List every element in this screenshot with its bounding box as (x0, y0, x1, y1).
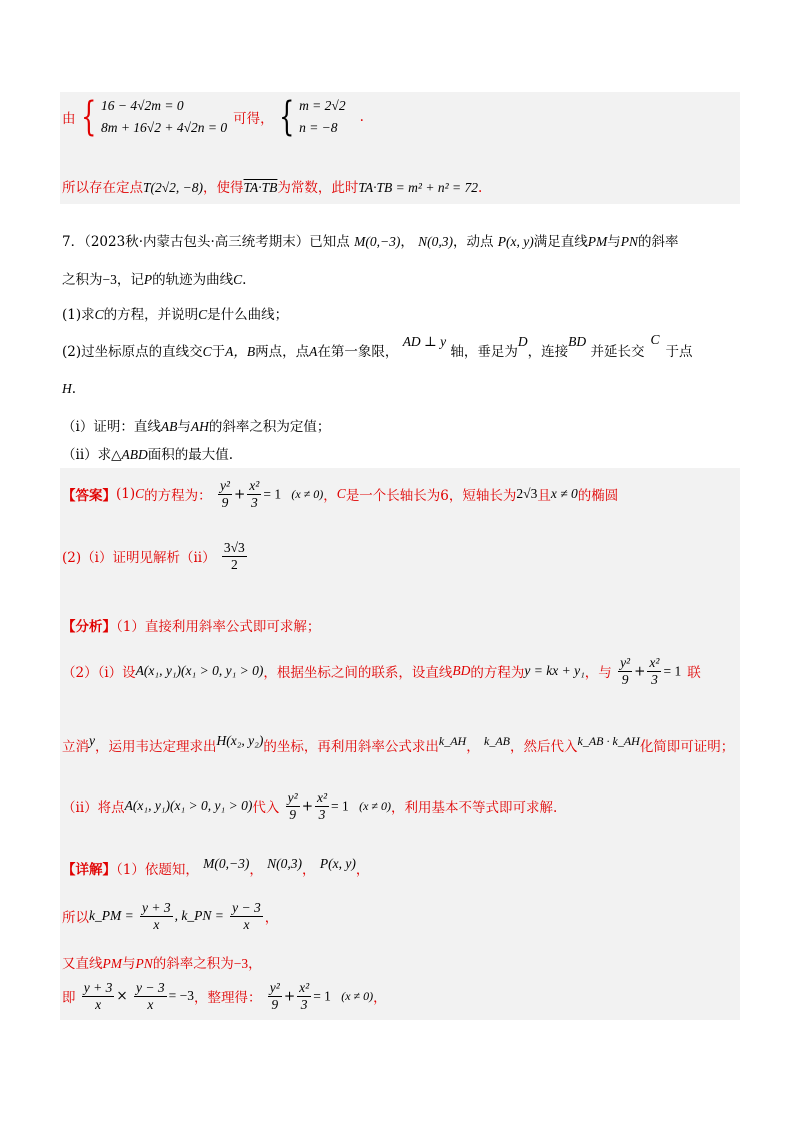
detail-frac-4-den: x (147, 996, 154, 1012)
analysis-p2-b: ，根据坐标之间的联系，设直线 (263, 665, 453, 682)
b-ellipse-3: 3 (318, 806, 326, 822)
answer-1-label: (1) (116, 486, 136, 503)
q2i-text-b: 与 (177, 419, 191, 435)
q2-perpendicular: AD ⊥ y (402, 334, 447, 349)
q2-text-g: 并延长交 (590, 344, 645, 360)
answer-line-1 (62, 478, 618, 510)
analysis-p2-d: ，与 (584, 665, 612, 682)
analysis-line-1 (62, 615, 320, 635)
detail-frac-3 (82, 980, 115, 1012)
analysis-p3-d: ，然后代入 (510, 739, 578, 755)
detail-point-N: N(0,3) (267, 856, 303, 871)
problem-line-1: 7．（2023秋·内蒙古包头·高三统考期末）已知点 M(0,−3)， N(0,3)，动点 P(x, y)满足直线PM与PN的斜率 (62, 234, 679, 250)
ellipse-9: 9 (221, 494, 229, 510)
analysis-p3-a: 立消 (62, 739, 89, 755)
q2-segment-BD: BD (568, 334, 587, 349)
analysis-p2-e: 联 (687, 665, 701, 682)
ellipse-3: 3 (250, 494, 258, 510)
detail-tag: 【详解】 (62, 862, 116, 878)
system-eq-1: 16 − 4√2m = 0 (100, 98, 184, 113)
c-ellipse-3: 3 (300, 996, 308, 1012)
a-ellipse-x2: x² (649, 655, 660, 670)
detail-frac-2-den: x (243, 916, 250, 932)
system-line (62, 95, 364, 139)
q2i-text-a: （i）证明：直线 (62, 419, 161, 435)
c-ellipse-9: 9 (271, 996, 279, 1012)
detail-condition: (x ≠ 0) (341, 988, 374, 1003)
problem-line-2: 之积为−3，记P的轨迹为曲线C. (62, 272, 247, 288)
line-PM: PM (587, 234, 608, 249)
q1-text-a: (1)求 (62, 307, 95, 323)
fixed-point-T: T(2√2, −8) (143, 180, 204, 195)
detail-frac-4-num: y − 3 (136, 980, 165, 995)
condition-text: 满足直线 (533, 234, 588, 250)
q2ii-triangle: △ABD (111, 447, 148, 462)
a-ellipse-3: 3 (651, 671, 658, 687)
max-area-denominator: 2 (230, 556, 238, 572)
detail-point-M: M(0,−3) (203, 856, 250, 871)
minor-axis-value: 2√3 (516, 486, 538, 502)
detail-d3-a: 又直线 (62, 956, 103, 972)
q1-text-c: 是什么曲线； (207, 307, 289, 323)
answer-text-f: 的椭圆 (577, 488, 619, 505)
detail-frac-3-den: x (95, 996, 102, 1012)
b-ellipse-eq1: = 1 (331, 798, 349, 814)
q2-points-AB: A，B (225, 344, 256, 359)
analysis-p4-point-A: A(x₁, y₁)(x₁ > 0, y₁ > 0) (124, 798, 253, 814)
q1-curve-C: C (94, 307, 104, 322)
detail-comma-1: ， (249, 862, 263, 878)
detail-ellipse-equation (266, 980, 374, 1012)
question-2-H: H. (62, 381, 77, 397)
ellipse-plus: + (233, 486, 246, 503)
answer-curve-C-2: C (336, 486, 346, 502)
slope-text: 的斜率 (638, 234, 679, 250)
conclusion-text-a: 所以存在定点 (62, 180, 143, 196)
system-dot: . (359, 109, 364, 125)
analysis-p2-c: 的方程为 (470, 665, 525, 682)
detail-d3-d: ， (248, 956, 262, 972)
analysis-line-2 (62, 655, 701, 687)
q2-text-d: 在第一象限， (317, 344, 399, 360)
detail-line-4 (62, 980, 387, 1012)
answer-condition: (x ≠ 0) (291, 486, 324, 501)
point-P: P(x, y) (497, 234, 534, 249)
q2-curve-C: C (202, 344, 212, 359)
conclusion-text-c: 为常数，此时 (277, 180, 359, 196)
b-ellipse-9: 9 (289, 806, 297, 822)
detail-d4-a: 即 (62, 990, 76, 1007)
product-value: −3 (102, 272, 117, 287)
detail-frac-3-num: y + 3 (83, 980, 113, 995)
analysis-p4-c: ，利用基本不等式即可求解. (391, 800, 558, 817)
record-text: ，记 (116, 272, 144, 288)
analysis-p3-b: ，运用韦达定理求出 (95, 739, 217, 755)
analysis-BD: BD (452, 663, 471, 679)
answer-max-area (222, 540, 247, 572)
detail-times: × (116, 988, 128, 1005)
solution-equations (299, 95, 346, 139)
q2-text-c: 两点，点 (255, 344, 310, 360)
answer-condition-2: x ≠ 0 (550, 486, 578, 502)
and-text: 与 (607, 234, 621, 250)
analysis-kAB: k_AB (484, 734, 510, 748)
detail-frac-1-den: x (153, 916, 160, 932)
conclusion-text-b: ，使得 (203, 180, 244, 196)
analysis-line-4 (62, 790, 557, 822)
detail-PM: PM (102, 956, 122, 971)
analysis-p2-a: （2）（i）设 (62, 665, 136, 682)
detail-d4-b: ，整理得： (193, 990, 262, 1007)
q1-text-b: 的方程，并说明 (103, 307, 199, 323)
analysis-point-H: H(x₂, y₂) (216, 733, 264, 748)
analysis-p4-condition: (x ≠ 0) (359, 798, 391, 813)
answer-ellipse-equation (216, 478, 324, 510)
q1-curve-C-2: C (198, 307, 208, 322)
answer-2-text: (2)（i）证明见解析（ii） (62, 550, 216, 567)
c-ellipse-eq1: = 1 (313, 988, 331, 1004)
detail-kPM: k_PM = (89, 908, 134, 924)
answer-text-e: 且 (537, 488, 551, 505)
analysis-point-A: A(x₁, y₁)(x₁ > 0, y₁ > 0) (135, 663, 264, 679)
ellipse-x2: x² (249, 478, 260, 493)
analysis-kAH: k_AH (438, 734, 467, 748)
detail-d1-a: （1）依题知， (116, 862, 199, 878)
question-2 (62, 332, 693, 360)
q2ii-text-a: （ii）求 (62, 447, 112, 463)
a-ellipse-plus: + (634, 663, 646, 680)
detail-comma-4: ， (264, 910, 279, 927)
q2i-line-AH: AH (190, 419, 209, 434)
detail-comma-2: ， (302, 862, 316, 878)
analysis-p3-c: 的坐标，再利用斜率公式求出 (263, 739, 439, 755)
question-2-ii (62, 443, 233, 463)
analysis-line-eq: y = kx + y₁ (524, 663, 585, 679)
answer-text-d: 是一个长轴长为6，短轴长为 (345, 488, 517, 505)
conclusion-end: . (477, 180, 483, 196)
detail-line-3 (62, 952, 262, 972)
detail-line-1 (62, 858, 369, 878)
answer-text-b: 的方程为： (144, 488, 212, 505)
c-ellipse-y2: y² (269, 980, 280, 995)
a-ellipse-eq1: = 1 (663, 663, 682, 679)
problem-number: 7． (62, 234, 85, 250)
q2-text-b: 于 (211, 344, 226, 360)
point-N: N(0,3) (418, 234, 453, 249)
analysis-p4-a: （ii）将点 (62, 800, 125, 817)
b-ellipse-x2: x² (317, 790, 328, 805)
solution-eq-1: m = 2√2 (299, 98, 346, 113)
q2-text-h: 于点 (665, 344, 693, 360)
a-ellipse-y2: y² (620, 655, 631, 670)
analysis-y: y (89, 733, 95, 748)
q2ii-text-b: 面积的最大值. (147, 447, 234, 463)
analysis-p4-ellipse (284, 790, 391, 822)
q2-curve-C-2: C (650, 332, 660, 347)
detail-d3-b: 与 (122, 956, 136, 972)
analysis-p1: （1）直接利用斜率公式即可求解； (116, 619, 321, 635)
c-ellipse-x2: x² (299, 980, 310, 995)
b-ellipse-y2: y² (287, 790, 298, 805)
answer-line-2 (62, 540, 249, 572)
point-P-ref: P (143, 272, 153, 287)
question-1 (62, 303, 288, 323)
answer-curve-C: C (135, 486, 145, 502)
product-text: 之积为 (62, 272, 103, 288)
analysis-k-product: k_AB · k_AH (577, 734, 640, 748)
vector-product: TA·TB (243, 180, 278, 195)
detail-frac-1 (140, 900, 173, 932)
curve-C: C (233, 272, 243, 287)
detail-comma-3: ， (355, 862, 370, 878)
moving-text: ，动点 (453, 234, 494, 250)
q2-point-H: H (62, 381, 72, 396)
trajectory-text: 的轨迹为曲线 (152, 272, 234, 288)
point-M: M(0,−3) (354, 234, 401, 249)
q2-point-D: D (517, 334, 528, 349)
kede-label: 可得， (233, 111, 274, 127)
detail-line-2 (62, 900, 278, 932)
detail-point-P: P(x, y) (319, 856, 356, 871)
analysis-p4-b: 代入 (252, 800, 280, 817)
solution-eq-2: n = −8 (299, 120, 338, 135)
detail-product-value: −3 (233, 956, 249, 971)
ellipse-eq1: = 1 (263, 486, 282, 502)
ellipse-y2: y² (219, 478, 230, 493)
detail-d2-a: 所以 (62, 910, 89, 927)
you-label: 由 (62, 111, 76, 127)
question-2-i (62, 415, 330, 435)
problem-source: （2023秋·内蒙古包头·高三统考期末）已知点 (84, 234, 350, 250)
detail-d3-c: 的斜率之积为 (152, 956, 234, 972)
a-ellipse-9: 9 (621, 671, 629, 687)
detail-comma-5: ， (373, 990, 387, 1007)
detail-eq-minus3: = −3 (168, 988, 194, 1004)
answer-comma: ， (323, 488, 337, 505)
q2-point-A: A (309, 344, 318, 359)
max-area-numerator: 3√3 (223, 540, 245, 555)
conclusion-equation: TA·TB = m² + n² = 72 (358, 180, 478, 195)
q2-text-a: (2)过坐标原点的直线交 (62, 344, 203, 360)
system-equations (101, 95, 227, 139)
line-PN: PN (620, 234, 639, 249)
q2-text-f: ，连接 (527, 344, 569, 360)
b-ellipse-plus: + (301, 798, 313, 815)
c-ellipse-plus: + (283, 988, 296, 1005)
answer-tag: 【答案】 (62, 488, 116, 505)
detail-frac-4 (134, 980, 167, 1012)
detail-frac-2-num: y − 3 (232, 900, 261, 915)
left-brace-1: { (80, 94, 96, 140)
detail-kPN: , k_PN = (174, 908, 224, 924)
q2i-text-c: 的斜率之积为定值； (208, 419, 331, 435)
q2-text-e: 轴，垂足为 (450, 344, 518, 360)
analysis-tag: 【分析】 (62, 619, 116, 635)
analysis-p3-e: 化简即可证明； (639, 739, 735, 755)
detail-PN: PN (135, 956, 153, 971)
analysis-ellipse-equation (616, 655, 682, 687)
system-eq-2: 8m + 16√2 + 4√2n = 0 (100, 120, 228, 135)
detail-frac-2 (230, 900, 263, 932)
conclusion-line (62, 176, 482, 196)
left-brace-2: { (278, 94, 294, 140)
q2i-line-AB: AB (160, 419, 178, 434)
detail-frac-1-num: y + 3 (142, 900, 171, 915)
analysis-line-3: 立消y，运用韦达定理求出H(x₂, y₂)的坐标，再利用斜率公式求出k_AH， k_AB，然后代入k_AB · k_AH化简即可证明； (62, 733, 735, 755)
